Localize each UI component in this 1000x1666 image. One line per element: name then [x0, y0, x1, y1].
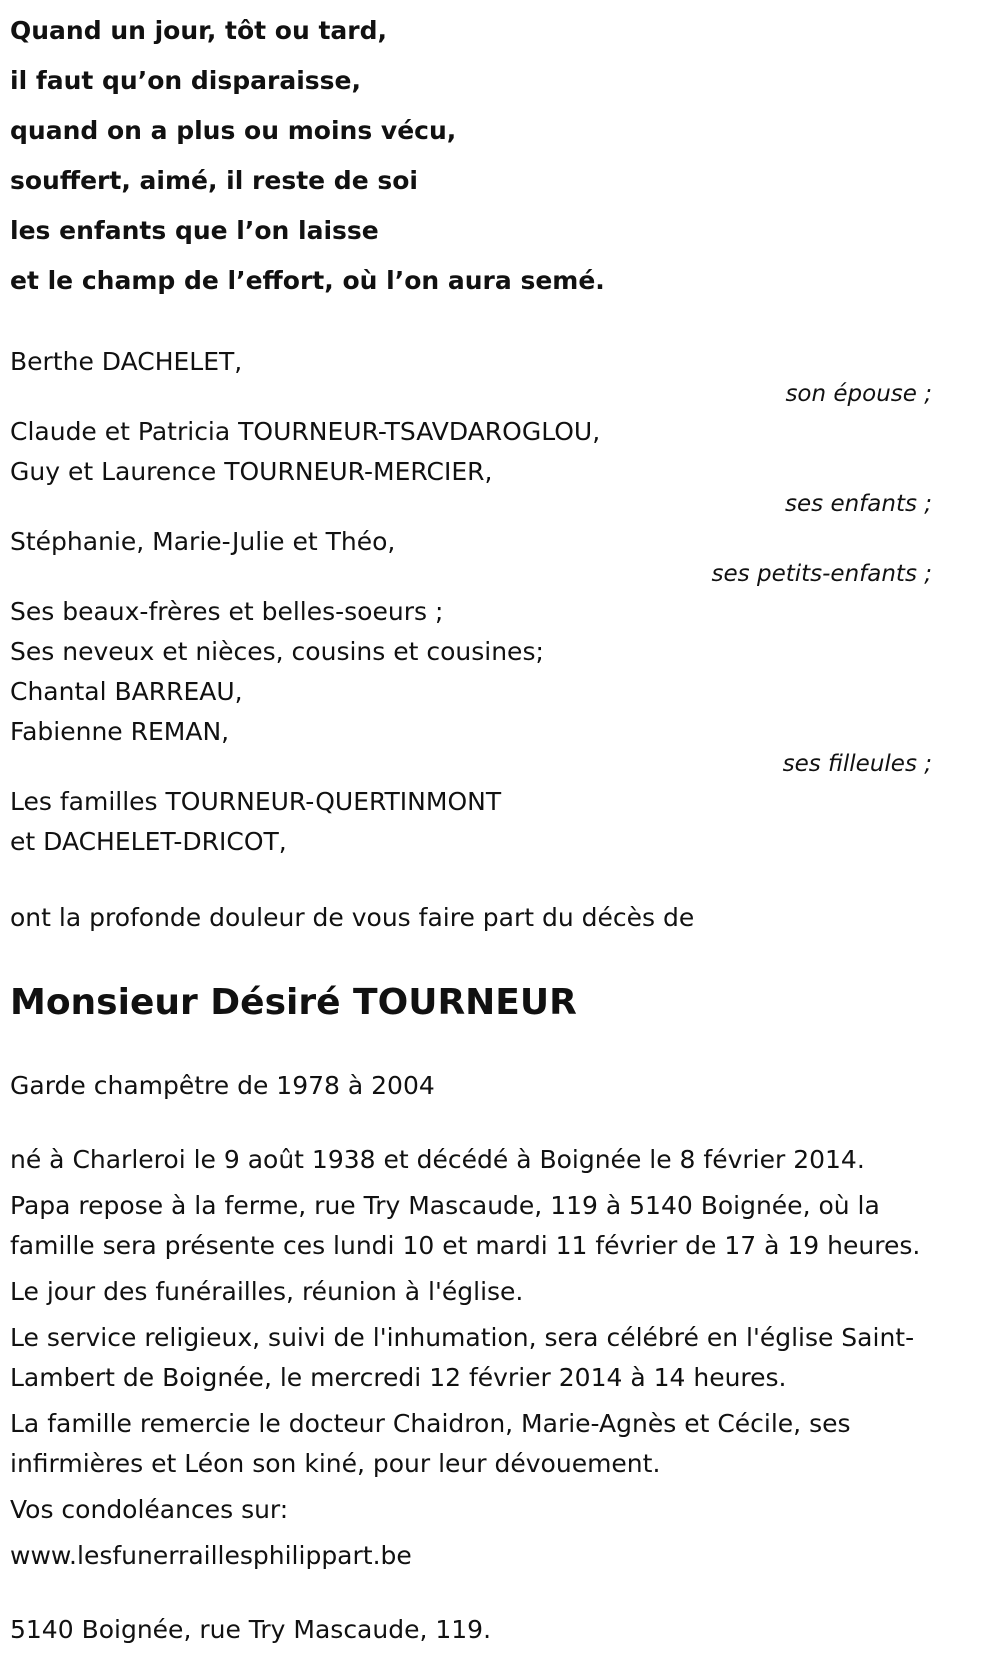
- detail-paragraph: Vos condoléances sur:: [10, 1495, 289, 1524]
- goddaughters-role: ses filleules ;: [782, 751, 932, 777]
- families-line: et DACHELET-DRICOT,: [10, 827, 287, 856]
- spouse-block: [10, 342, 990, 406]
- poem-line: et le champ de l’effort, où l’on aura semé.: [10, 266, 605, 295]
- detail-paragraph: Le jour des funérailles, réunion à l'église.: [10, 1277, 524, 1306]
- website-link[interactable]: www.lesfunerraillesphilippart.be: [10, 1541, 412, 1570]
- relatives-line: Fabienne REMAN,: [10, 717, 230, 746]
- obituary-notice: [10, 0, 990, 1650]
- detail-paragraph: né à Charleroi le 9 août 1938 et décédé à Boignée le 8 février 2014.: [10, 1145, 865, 1174]
- relatives-line: Chantal BARREAU,: [10, 677, 243, 706]
- poem-line: il faut qu’on disparaisse,: [10, 66, 362, 95]
- poem-line: les enfants que l’on laisse: [10, 216, 379, 245]
- relatives-block: [10, 592, 990, 776]
- poem-line: quand on a plus ou moins vécu,: [10, 116, 457, 145]
- grandchildren-role: ses petits-enfants ;: [711, 561, 932, 587]
- detail-paragraph: Papa repose à la ferme, rue Try Mascaude, 119 à 5140 Boignée, où la famille sera présente ces lundi 10 et mardi 11 février de 17 à 19 heures.: [10, 1191, 921, 1260]
- children-block: [10, 412, 990, 516]
- families-line: Les familles TOURNEUR-QUERTINMONT: [10, 787, 502, 816]
- deceased-name: Monsieur Désiré TOURNEUR: [10, 982, 577, 1023]
- grandchildren-names: Stéphanie, Marie-Julie et Théo,: [10, 527, 396, 556]
- grandchildren-block: [10, 522, 990, 586]
- address: 5140 Boignée, rue Try Mascaude, 119.: [10, 1615, 492, 1644]
- child-line: Claude et Patricia TOURNEUR-TSAVDAROGLOU,: [10, 417, 601, 446]
- children-role: ses enfants ;: [785, 491, 932, 517]
- detail-paragraph: Le service religieux, suivi de l'inhumation, sera célébré en l'église Saint-Lambert de Boignée, le mercredi 12 février 2014 à 14 heures.: [10, 1323, 915, 1392]
- spouse-name: Berthe DACHELET,: [10, 347, 243, 376]
- spouse-role: son épouse ;: [785, 381, 932, 407]
- detail-paragraph: La famille remercie le docteur Chaidron, Marie-Agnès et Cécile, ses infirmières et Léon son kiné, pour leur dévouement.: [10, 1409, 851, 1478]
- relatives-line: Ses neveux et nièces, cousins et cousines;: [10, 637, 544, 666]
- occupation: Garde champêtre de 1978 à 2004: [10, 1071, 435, 1100]
- families-block: [10, 782, 990, 862]
- poem-line: souffert, aimé, il reste de soi: [10, 166, 418, 195]
- poem-line: Quand un jour, tôt ou tard,: [10, 16, 388, 45]
- poem: [10, 6, 990, 306]
- child-line: Guy et Laurence TOURNEUR-MERCIER,: [10, 457, 493, 486]
- relatives-line: Ses beaux-frères et belles-soeurs ;: [10, 597, 444, 626]
- announcement: ont la profonde douleur de vous faire part du décès de: [10, 903, 695, 932]
